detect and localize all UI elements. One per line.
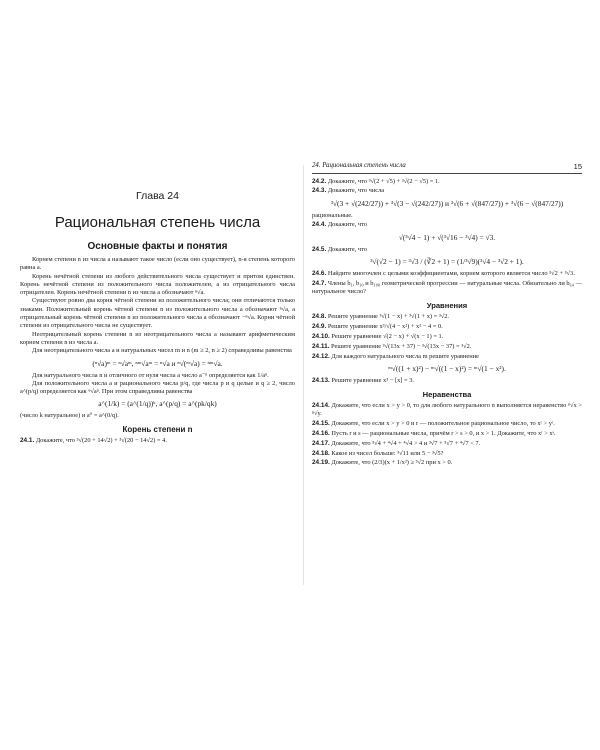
problem-number: 24.7.: [312, 279, 327, 287]
problem-item: [312, 402, 582, 419]
problem-number: 24.1.: [20, 436, 35, 444]
problem-number: 24.9.: [312, 323, 327, 331]
problem-number: 24.2.: [312, 177, 327, 185]
problem-item: [312, 333, 582, 341]
problem-text: Члены b₁, b₁₀ и b₁₀₀ геометрической прогрессии — натуральные числа. Обязательно ли b₆₄ — натуральное число?: [312, 279, 582, 296]
problem-text: Докажите, что если x > y > 0, то для любого натурального n выполняется неравенство ⁿ√x > ⁿ√y.: [312, 402, 582, 418]
problem-item: [312, 459, 582, 467]
left-page: [20, 160, 295, 590]
section-title: Основные факты и понятия: [87, 241, 228, 252]
problem-number: 24.3.: [312, 187, 327, 195]
problem-item: [312, 246, 582, 254]
problem-number: 24.4.: [312, 221, 327, 229]
problem-text: Докажите, что: [327, 245, 368, 253]
problem-text: Для каждого натурального числа m решите уравнение: [331, 352, 479, 360]
problem-list-equations: [312, 313, 582, 385]
problem-number: 24.10.: [312, 332, 330, 340]
problem-number: 24.18.: [312, 449, 330, 457]
problem-number: 24.16.: [312, 430, 330, 438]
problem-item: [312, 313, 582, 321]
problem-item: [312, 430, 582, 438]
subsection-title: Корень степени n: [122, 424, 193, 434]
problem-number: 24.5.: [312, 245, 327, 253]
problem-text: Решите уравнение x³/√(4 − x²) + x² − 4 = 0.: [327, 323, 443, 331]
problem-text: Какое из чисел больше: ³√11 или 5 − ³√5?: [331, 449, 444, 457]
problem-number: 24.12.: [312, 352, 330, 360]
problem-text: Докажите, что ³√(20 + 14√2) + ³√(20 − 14√2) = 4.: [35, 436, 167, 444]
paragraph-negative-power: Для натурального числа n и отличного от нуля числа a число a⁻ⁿ определяется как 1/aⁿ.: [32, 371, 269, 379]
problem-number: 24.8.: [312, 313, 327, 321]
paragraph-rational-power: Для положительного числа a и рационального числа p/q, где числа p и q целые и q ≥ 2, число a^(p/q) определяется как ᵠ√aᵖ. При этом справедливы равенства: [20, 379, 295, 396]
problem-number: 24.19.: [312, 459, 330, 467]
problem-item: [312, 420, 582, 428]
paragraph-odd-root: Корень нечётной степени из любого действительного числа существует и притом единствен. Корень нечётной степени из положительного числа положителен, а из отрицательного числа отрицателен. Корень нечётной степени n из числа a обозначают ⁿ√a.: [20, 272, 295, 297]
section-inequalities: Неравенства: [422, 390, 472, 400]
running-head-title: 24. Рациональная степень числа: [312, 162, 406, 169]
problem-item: [312, 323, 582, 331]
problem-text: Докажите, что если x > y > 0 и r — положительное рациональное число, то xʳ > yʳ.: [331, 420, 555, 428]
problem-formula: √(³√4 − 1) + √(³√16 − ³√4) = √3.: [398, 232, 496, 242]
paragraph-arithmetic-root: Неотрицательный корень степени n из неотрицательного числа a называют арифметическим корнем степени n из числа a.: [20, 330, 295, 346]
paragraph-identities: Для неотрицательного числа a и натуральных чисел m и n (m ≥ 2, n ≥ 2) справедливы равенства: [32, 347, 292, 355]
problem-item: [312, 377, 582, 385]
problem-text: Докажите, что числа: [327, 187, 385, 195]
problem-item: [312, 343, 582, 351]
problem-number: 24.17.: [312, 439, 330, 447]
chapter-number: Глава 24: [136, 190, 179, 202]
problem-formula: ³√(3 + √(242/27)) + ³√(3 − √(242/27)) и ³√(6 + √(847/27)) + ³√(6 − √(847/27)): [330, 198, 564, 208]
problem-text: Решите уравнение ³√(1 − x) + ³√(1 + x) = ³√2.: [327, 313, 450, 321]
problem-number: 24.6.: [312, 269, 327, 277]
right-page: [312, 160, 582, 590]
paragraph-k-natural: (число k натуральное) и a⁰ = a^(0/q).: [20, 412, 119, 420]
problem-item: [312, 270, 582, 278]
problem-text: Решите уравнение ³√(13x + 37) − ³√(13x − 37) = ³√2.: [331, 342, 472, 350]
paragraph-definition: Корнем степени n из числа a называют такое число (если оно существует), n-я степень которого равна a.: [20, 256, 295, 272]
problem-item: [312, 353, 582, 361]
section-equations: Уравнения: [426, 301, 468, 311]
problem-text: Докажите, что: [327, 221, 368, 229]
problem-list-inequalities: [312, 402, 582, 468]
problem-item: [312, 221, 582, 229]
problem-text: Докажите, что ³√4 + ⁴√4 + ⁴√4 > 4 и ³√7 + ³√7 + ⁴√7 < 7.: [331, 439, 481, 447]
problem-text: Решите уравнение x³ − [x] = 3.: [331, 376, 414, 384]
problem-formula: ³√(√2 − 1) = ³√3 / (∛2 + 1) = (1/³√9)(³√4 − ³√2 + 1).: [370, 256, 524, 266]
problem-formula: ᵐ√((1 + x)²) − ᵐ√((1 − x)²) = ᵐ√(1 − x²).: [388, 363, 506, 373]
problem-number: 24.15.: [312, 420, 330, 428]
problem-item: [20, 437, 295, 445]
problem-text: Решите уравнение √(2 − x) + √(x − 1) = 1.: [331, 332, 444, 340]
page-number: 15: [573, 162, 582, 171]
problem-text: Докажите, что (2/3)(x + 1/x²) ≥ ³√2 при x > 0.: [331, 459, 453, 467]
problem-item: [312, 440, 582, 448]
page-gutter: [303, 165, 304, 585]
chapter-title: Рациональная степень числа: [54, 214, 261, 231]
problem-number: 24.14.: [312, 402, 330, 410]
running-head: [312, 162, 582, 174]
problem-text: Докажите, что ³√(2 + √5) + ³√(2 − √5) = 1.: [327, 177, 440, 185]
problem-text: Найдите многочлен с целыми коэффициентами, корнем которого является число ³√2 + ³√3.: [327, 269, 575, 277]
paragraph-even-root: Существуют ровно два корня чётной степени из положительного числа; они отличаются только знаками. Положительный корень чётной степени n из положительного числа a обозначают ⁿ√a, а отрицательный корень чётной степени n из положительного числа a обозначают −ⁿ√a. Корни чётной степени из отрицательного числа не существует.: [20, 297, 295, 330]
problem-item: [312, 280, 582, 297]
problem-number: 24.11.: [312, 342, 330, 350]
problem-text: рациональные.: [312, 211, 353, 219]
problem-item: [312, 187, 582, 195]
formula-rational-identities: a^(1/k) = (a^(1/q))ᵏ, a^(p/q) = a^(pk/qk): [98, 399, 217, 409]
problem-text: Пусть r и s — рациональные числа, причём r > s > 0, и x > 1. Докажите, что xʳ > xˢ.: [331, 430, 556, 438]
problem-item: [312, 450, 582, 458]
problem-list-roots: [312, 178, 582, 297]
problem-number: 24.13.: [312, 376, 330, 384]
formula-root-identities: (ⁿ√a)ᵐ = ⁿ√aᵐ, ⁿᵐ√aᵐ = ⁿ√a и ⁿ√(ᵐ√a) = ⁿᵐ√a.: [92, 358, 223, 368]
problem-item: [312, 178, 582, 186]
